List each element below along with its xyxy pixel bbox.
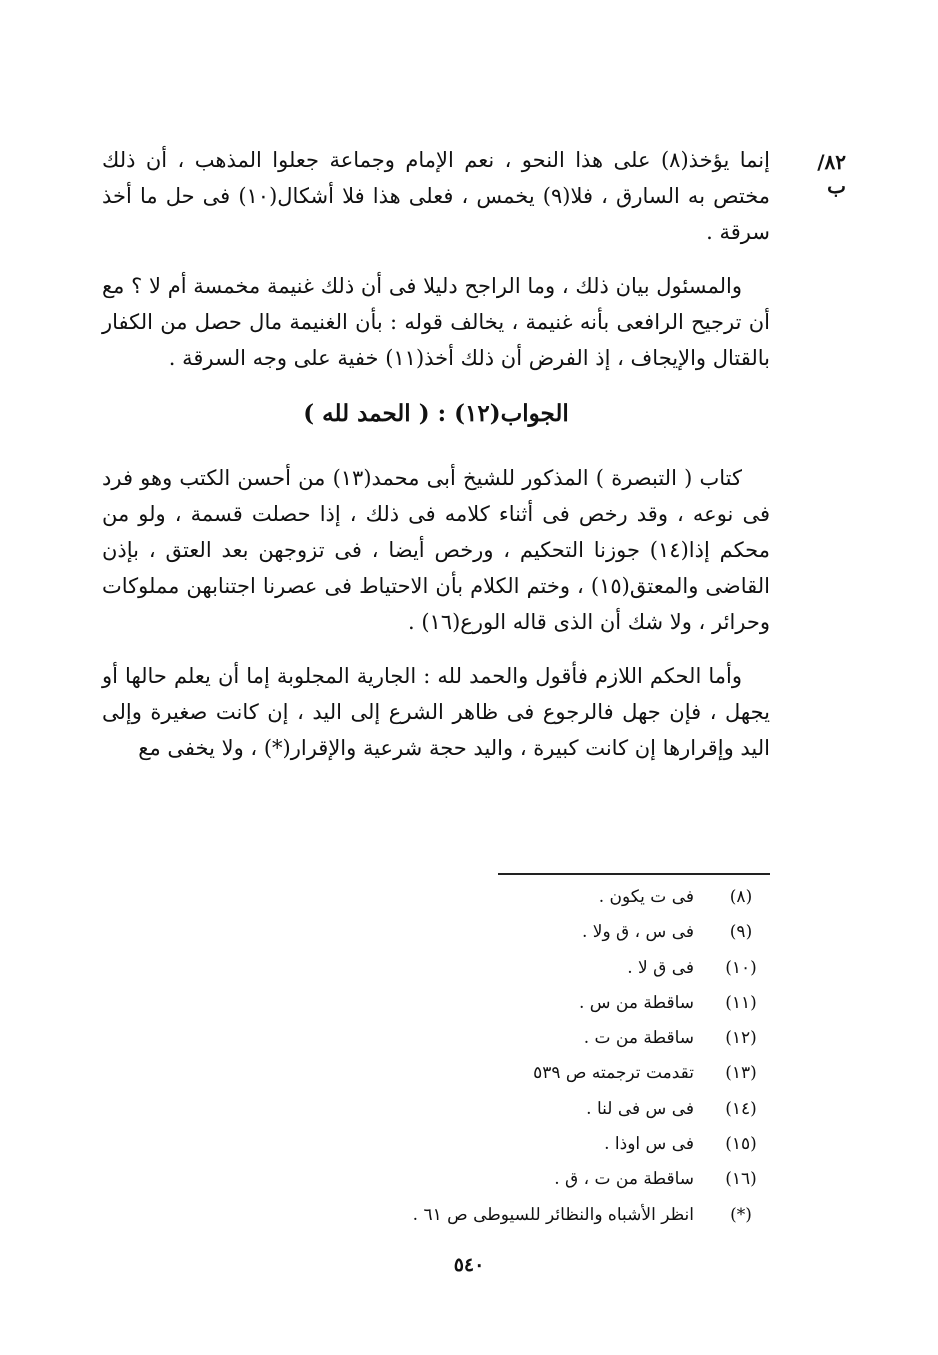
footnote-number: (١٢) [725,1028,757,1049]
footnote-text: ساقطة من س . [578,992,694,1013]
footnote-text: ساقطة من ت ، ق . [554,1169,694,1190]
paragraph-2: والمسئول بيان ذلك ، وما الراجح دليلا فى أن ذلك غنيمة مخمسة أم لا ؟ مع أن ترجيح الرافعى بأنه غنيمة ، يخالف قوله : بأن الغنيمة مال حصل من الكفار بالقتال والإيجاف ، إذ الفرض أن ذلك أخذ(١١) خفية على وجه السرقة . [102,274,770,370]
footnote-number: (١٠) [725,957,757,978]
footnote-item [250,1056,770,1091]
footnote-text: ساقطة من ت . [583,1028,694,1049]
footnote-item [250,915,770,950]
answer-paragraph-1: كتاب ( التبصرة ) المذكور للشيخ أبى محمد(١٣) من أحسن الكتب وهو فرد فى نوعه ، وقد رخص فى أثناء كلامه فى ذلك ، إذا حصلت قسمة ، ولو من محكم إذا(١٤) جوزنا التحكيم ، ورخص أيضا ، فى تزوجهن بعد العتق ، بإذن القاضى والمعتق(١٥) ، وختم الكلام بأن الاحتياط فى عصرنا اجتنابهن مملوكات وحرائر ، ولا شك أن الذى قاله الورع(١٦) . [102,466,770,634]
footnote-item [250,986,770,1021]
footnote-text: فى ق لا . [627,957,694,978]
footnote-item [250,1021,770,1056]
footnote-item [250,1127,770,1162]
footnote-text: فى ت يكون . [598,887,694,907]
footnote-text: تقدمت ترجمته ص ٥٣٩ [533,1063,694,1084]
footnote-text: فى س فى لنا . [586,1098,694,1119]
footnote-divider [498,873,770,875]
footnote-item [250,951,770,986]
page-number: ٥٤٠ [453,1254,485,1276]
answer-paragraph-2: وأما الحكم اللازم فأقول والحمد لله : الجارية المجلوبة إما أن يعلم حالها أو يجهل ، فإن جهل فالرجوع فى ظاهر الشرع إلى اليد ، إن كانت صغيرة وإلى اليد وإقرارها إن كانت كبيرة ، واليد حجة شرعية والإقرار(*) ، ولا يخفى مع [102,664,771,760]
answer-heading: الجواب(١٢) : ( الحمد لله ) [303,400,569,427]
footnote-number: (١٤) [725,1098,757,1119]
footnote-number: (١١) [725,992,757,1013]
main-text [102,142,770,784]
footnote-text: فى س ، ق ولا . [581,922,694,943]
footnote-number: (١٣) [725,1063,757,1084]
footnote-item [250,1092,770,1127]
footnotes [250,880,770,1233]
paragraph-1: إنما يؤخذ(٨) على هذا النحو ، نعم الإمام وجماعة جعلوا المذهب ، أن ذلك مختص به السارق ، فلا(٩) يخمس ، فعلى هذا فلا أشكال(١٠) فى حل ما أخذ سرقة . [102,148,771,244]
footnote-text: انظر الأشباه والنظائر للسيوطى ص ٦١ . [412,1204,694,1225]
footnote-number: (١٥) [725,1134,757,1155]
footnote-item [250,1198,770,1233]
footnote-number: (*) [730,1204,752,1225]
footnote-number: (١٦) [725,1169,757,1190]
footnote-item [250,1162,770,1197]
margin-folio-note: ٨٢/ب [817,150,846,198]
footnote-text: فى س اوذا . [604,1134,694,1155]
footnote-item [250,880,770,915]
footnote-number: (٩) [729,922,753,943]
footnote-number: (٨) [729,887,753,907]
